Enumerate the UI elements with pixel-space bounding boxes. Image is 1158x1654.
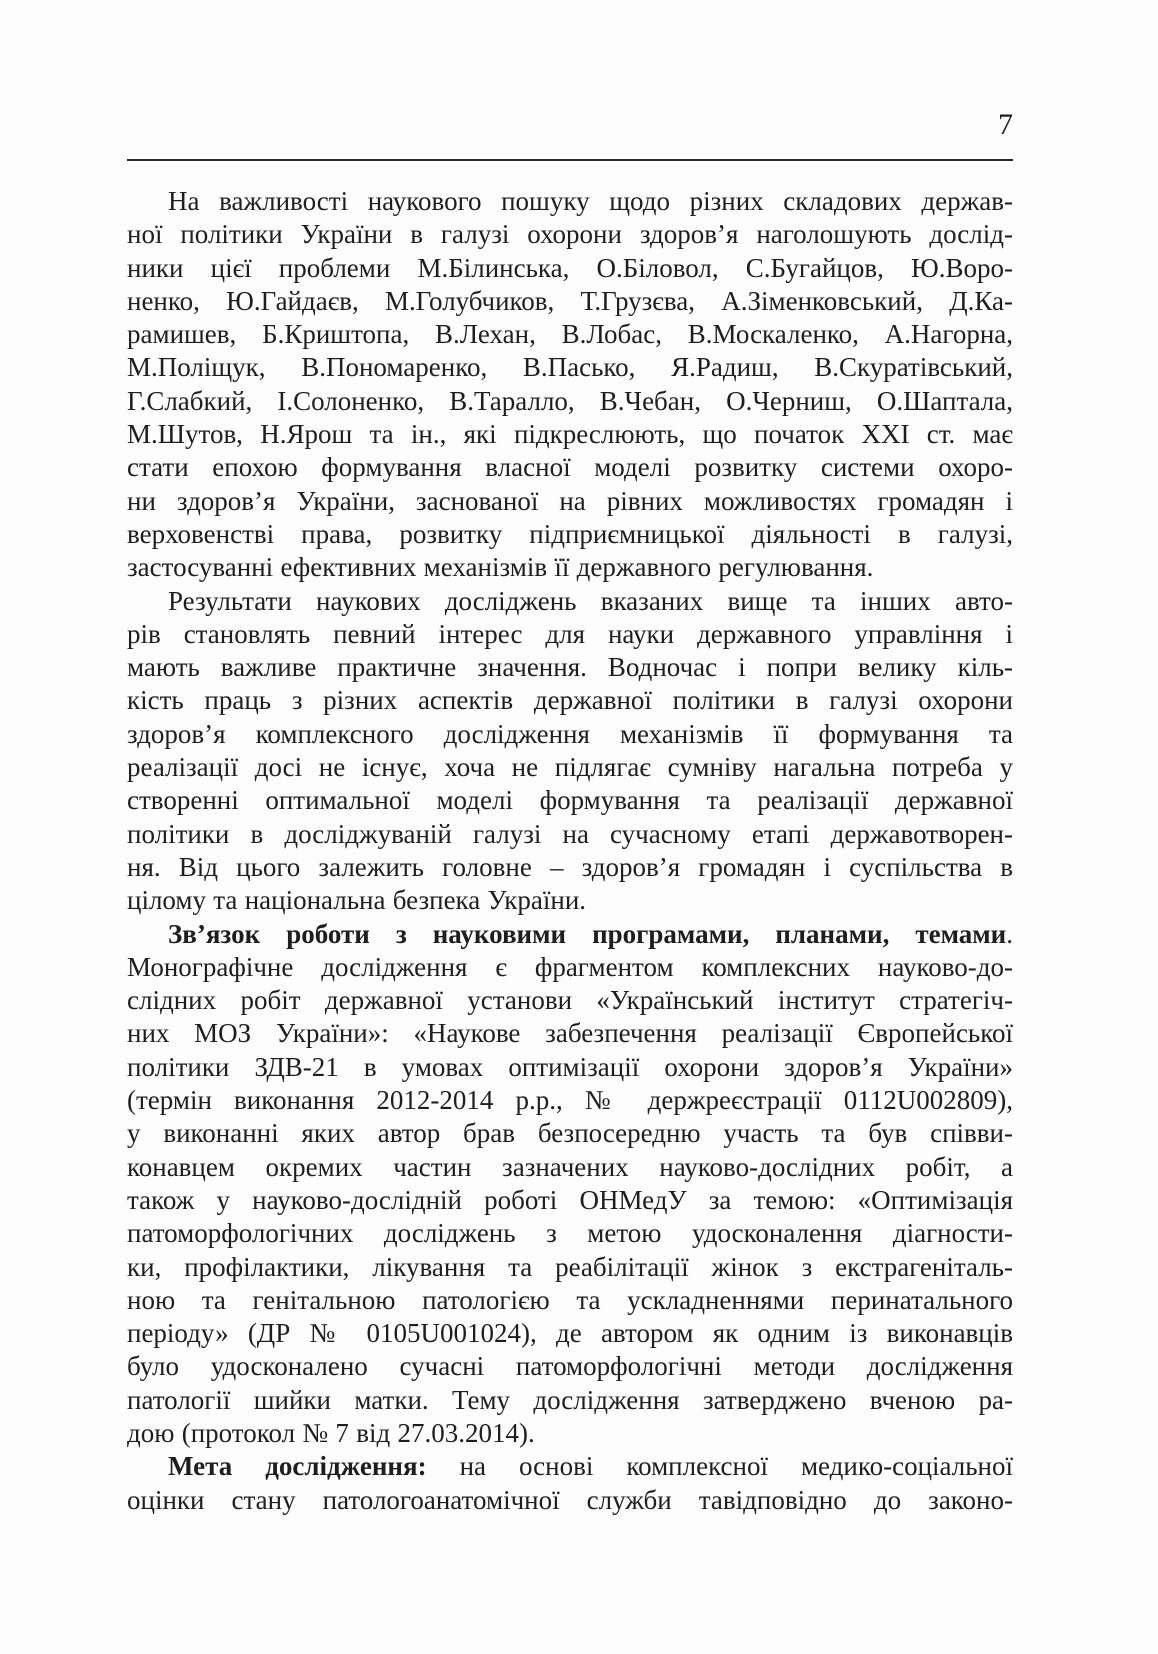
- bold-run: Зв’язок роботи з науковими програмами, планами, темами: [168, 918, 1007, 949]
- paragraph: [127, 185, 1013, 585]
- text-line: [127, 618, 1013, 651]
- text-line: [127, 784, 1013, 817]
- text-run: оцінки стану патологоанатомічної служби тавідповідно до законо-: [127, 1484, 1013, 1515]
- text-run: застосуванні ефективних механізмів її державного регулювання.: [127, 552, 874, 583]
- text-run: також у науково-дослідній роботі ОНМедУ за темою: «Оптимізація: [127, 1184, 1013, 1215]
- text-run: них МОЗ України»: «Наукове забезпечення реалізації Європейської: [127, 1018, 1013, 1049]
- header-rule: [127, 159, 1013, 161]
- text-run: у виконанні яких автор брав безпосередню участь та був співви-: [127, 1118, 1013, 1149]
- text-line: [127, 451, 1013, 484]
- text-run: ки, профілактики, лікування та реабілітації жінок з екстрагеніталь-: [127, 1251, 1013, 1282]
- text-run: патології шийки матки. Тему дослідження затверджено вченою ра-: [127, 1384, 1013, 1415]
- text-line: [127, 684, 1013, 717]
- text-run: ної політики України в галузі охорони здоров’я наголошують дослід-: [127, 219, 1013, 250]
- text-line: [127, 418, 1013, 451]
- text-line: [127, 585, 1013, 618]
- text-line: [127, 718, 1013, 751]
- text-run: рамишев, Б.Криштопа, В.Лехан, В.Лобас, В.Москаленко, А.Нагорна,: [127, 319, 1013, 350]
- text-run: реалізації досі не існує, хоча не підлягає сумніву нагальна потреба у: [127, 752, 1013, 783]
- text-line: [127, 918, 1013, 951]
- paragraph: [127, 918, 1013, 1451]
- text-run: ною та генітальною патологією та ускладненнями перинатального: [127, 1284, 1013, 1315]
- page-number: 7: [998, 108, 1013, 141]
- text-line: [127, 218, 1013, 251]
- text-line: [127, 252, 1013, 285]
- text-run: ники цієї проблеми М.Білинська, О.Біловол, С.Бугайцов, Ю.Воро-: [127, 252, 1013, 283]
- text-run: здоров’я комплексного дослідження механізмів її формування та: [127, 718, 1013, 749]
- paragraph: [127, 1450, 1013, 1517]
- text-line: [127, 1017, 1013, 1050]
- text-line: [127, 551, 1013, 584]
- text-run: рів становлять певний інтерес для науки державного управління і: [127, 618, 1013, 649]
- text-run: .: [1006, 918, 1013, 949]
- text-run: М.Поліщук, В.Пономаренко, В.Пасько, Я.Радиш, В.Скуратівський,: [127, 352, 1013, 383]
- text-line: [127, 1217, 1013, 1250]
- text-line: [127, 485, 1013, 518]
- text-line: [127, 1384, 1013, 1417]
- text-run: ненко, Ю.Гайдаєв, М.Голубчиков, Т.Грузєва, А.Зіменковський, Д.Ка-: [127, 285, 1013, 316]
- text-line: [127, 1284, 1013, 1317]
- text-line: [127, 518, 1013, 551]
- text-run: політики ЗДВ-21 в умовах оптимізації охорони здоров’я України»: [127, 1051, 1013, 1082]
- text-run: дою (протокол № 7 від 27.03.2014).: [127, 1417, 535, 1448]
- text-run: верховенстві права, розвитку підприємницької діяльності в галузі,: [127, 518, 1013, 549]
- text-run: кість праць з різних аспектів державної політики в галузі охорони: [127, 685, 1013, 716]
- text-run: стати епохою формування власної моделі розвитку системи охоро-: [127, 452, 1013, 483]
- text-line: [127, 884, 1013, 917]
- text-line: [127, 818, 1013, 851]
- text-line: [127, 1117, 1013, 1150]
- text-run: періоду» (ДР № 0105U001024), де автором як одним із виконавців: [127, 1318, 1013, 1349]
- text-run: на основі комплексної медико-соціальної: [426, 1451, 1013, 1482]
- text-line: [127, 984, 1013, 1017]
- text-line: [127, 751, 1013, 784]
- text-run: На важливості наукового пошуку щодо різних складових держав-: [168, 186, 1013, 216]
- text-line: [127, 351, 1013, 384]
- page-text: [127, 185, 1013, 1517]
- text-run: патоморфологічних досліджень з метою удосконалення діагности-: [127, 1218, 1013, 1249]
- text-line: [127, 1151, 1013, 1184]
- text-run: Результати наукових досліджень вказаних вище та інших авто-: [168, 585, 1013, 616]
- text-line: [127, 1417, 1013, 1450]
- text-line: [127, 1251, 1013, 1284]
- text-run: створенні оптимальної моделі формування та реалізації державної: [127, 785, 1013, 816]
- text-run: мають важливе практичне значення. Водночас і попри велику кіль-: [127, 652, 1013, 683]
- text-line: [127, 318, 1013, 351]
- text-line: [127, 851, 1013, 884]
- text-line: [127, 1484, 1013, 1517]
- text-run: Монографічне дослідження є фрагментом комплексних науково-до-: [127, 951, 1013, 982]
- bold-run: Мета дослідження:: [168, 1451, 427, 1482]
- text-run: цілому та національна безпека України.: [127, 885, 587, 916]
- text-line: [127, 185, 1013, 218]
- text-run: було удосконалено сучасні патоморфологічні методи дослідження: [127, 1351, 1013, 1382]
- text-run: Г.Слабкий, І.Солоненко, В.Таралло, В.Чебан, О.Черниш, О.Шаптала,: [127, 385, 1013, 416]
- text-line: [127, 1051, 1013, 1084]
- text-line: [127, 385, 1013, 418]
- text-line: [127, 1084, 1013, 1117]
- text-run: (термін виконання 2012-2014 р.р., № держреєстрації 0112U002809),: [127, 1085, 1013, 1116]
- text-line: [127, 285, 1013, 318]
- text-line: [127, 651, 1013, 684]
- text-line: [127, 951, 1013, 984]
- text-line: [127, 1184, 1013, 1217]
- text-run: ни здоров’я України, заснованої на рівних можливостях громадян і: [127, 485, 1013, 516]
- text-run: слідних робіт державної установи «Український інститут стратегіч-: [127, 985, 1013, 1016]
- text-run: політики в досліджуваній галузі на сучасному етапі державотворен-: [127, 818, 1013, 849]
- text-run: конавцем окремих частин зазначених науково-дослідних робіт, а: [127, 1151, 1013, 1182]
- text-run: М.Шутов, Н.Ярош та ін., які підкреслюють, що початок XXI ст. має: [127, 419, 1013, 450]
- text-line: [127, 1450, 1013, 1483]
- paragraph: [127, 585, 1013, 918]
- text-line: [127, 1317, 1013, 1350]
- text-run: ня. Від цього залежить головне – здоров’я громадян і суспільства в: [127, 851, 1013, 882]
- text-line: [127, 1350, 1013, 1383]
